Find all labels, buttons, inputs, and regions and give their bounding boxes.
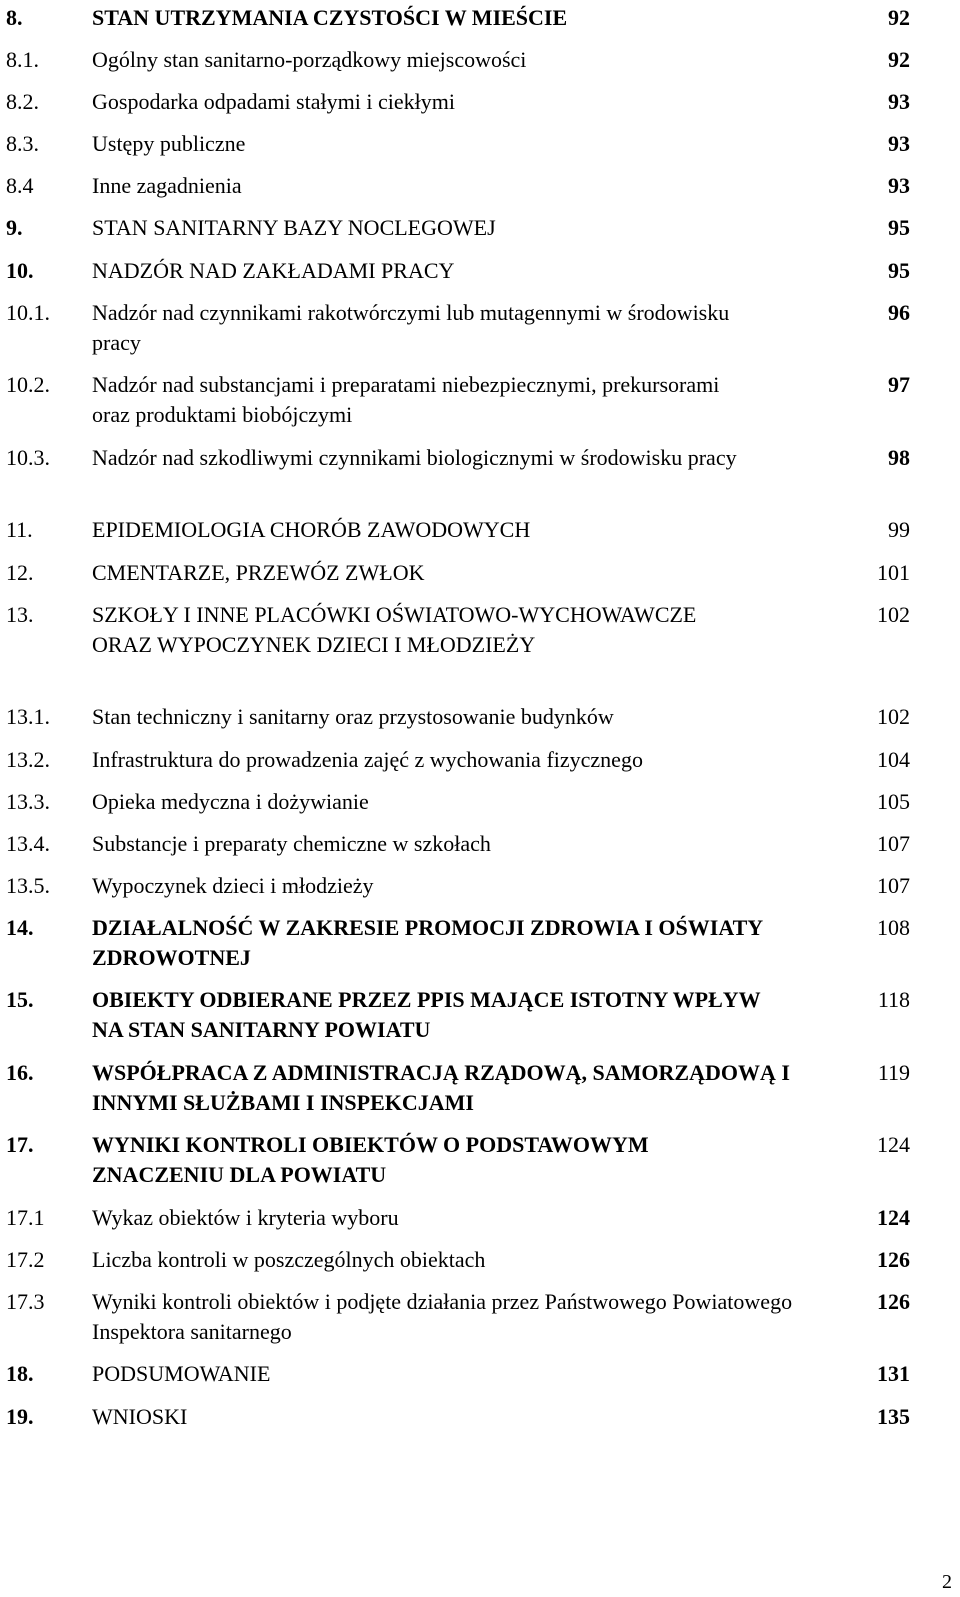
toc-entry-number: 17.3	[6, 1289, 45, 1314]
toc-entry-number: 8.1.	[6, 47, 39, 72]
toc-entry-page: 92	[888, 47, 910, 72]
toc-entry-title: Inne zagadnienia	[92, 173, 242, 198]
toc-entry-page: 97	[888, 372, 910, 397]
toc-entry-title: Infrastruktura do prowadzenia zajęć z wychowania fizycznego	[92, 747, 643, 772]
toc-entry-page: 124	[877, 1132, 910, 1157]
toc-entry-number: 9.	[6, 215, 23, 240]
toc-entry-title: OBIEKTY ODBIERANE PRZEZ PPIS MAJĄCE ISTOTNY WPŁYW NA STAN SANITARNY POWIATU	[92, 987, 761, 1042]
toc-entry-page: 126	[877, 1247, 910, 1272]
toc-entry-title: NADZÓR NAD ZAKŁADAMI PRACY	[92, 258, 455, 283]
toc-entry-number: 10.3.	[6, 445, 50, 470]
toc-entry-page: 104	[877, 747, 910, 772]
toc-entry-title: DZIAŁALNOŚĆ W ZAKRESIE PROMOCJI ZDROWIA I OŚWIATY ZDROWOTNEJ	[92, 915, 763, 970]
toc-entry-title: STAN SANITARNY BAZY NOCLEGOWEJ	[92, 215, 496, 240]
toc-entry-number: 13.	[6, 602, 34, 627]
toc-entry-title: STAN UTRZYMANIA CZYSTOŚCI W MIEŚCIE	[92, 5, 568, 30]
toc-entry-page: 105	[877, 789, 910, 814]
toc-entry-title: Gospodarka odpadami stałymi i ciekłymi	[92, 89, 455, 114]
toc-entry-page: 92	[888, 5, 910, 30]
toc-entry-title: CMENTARZE, PRZEWÓZ ZWŁOK	[92, 560, 425, 585]
toc-entry-title: Wyniki kontroli obiektów i podjęte działania przez Państwowego Powiatowego Inspektora sanitarnego	[92, 1289, 793, 1344]
toc-entry-number: 17.2	[6, 1247, 45, 1272]
toc-entry-page: 119	[877, 1060, 910, 1085]
toc-entry-title: Ustępy publiczne	[92, 131, 246, 156]
toc-entry-page: 95	[888, 258, 910, 283]
toc-entry-page: 124	[877, 1205, 910, 1230]
toc-entry-page: 135	[877, 1404, 910, 1429]
toc-entry-title: Nadzór nad czynnikami rakotwórczymi lub mutagennymi w środowisku pracy	[92, 300, 730, 355]
toc-entry-page: 96	[888, 300, 910, 325]
toc-entry-title: Nadzór nad szkodliwymi czynnikami biologicznymi w środowisku pracy	[92, 445, 737, 470]
page-number: 2	[942, 1571, 952, 1593]
toc-entry-page: 93	[888, 131, 910, 156]
toc-entry-number: 10.1.	[6, 300, 50, 325]
toc-entry-page: 101	[877, 560, 910, 585]
toc-entry-page: 99	[888, 517, 910, 542]
toc-entry-number: 8.3.	[6, 131, 39, 156]
toc-entry-title: Ogólny stan sanitarno-porządkowy miejscowości	[92, 47, 527, 72]
toc-entry-page: 107	[877, 873, 910, 898]
toc-entry-number: 13.1.	[6, 704, 50, 729]
toc-entry-number: 14.	[6, 915, 34, 940]
toc-entry-title: WSPÓŁPRACA Z ADMINISTRACJĄ RZĄDOWĄ, SAMORZĄDOWĄ I INNYMI SŁUŻBAMI I INSPEKCJAMI	[92, 1060, 790, 1115]
toc-entry-number: 10.2.	[6, 372, 50, 397]
toc-entry-title: WYNIKI KONTROLI OBIEKTÓW O PODSTAWOWYM ZNACZENIU DLA POWIATU	[92, 1132, 649, 1187]
toc-entry-title: Opieka medyczna i dożywianie	[92, 789, 369, 814]
toc-entry-title: SZKOŁY I INNE PLACÓWKI OŚWIATOWO-WYCHOWAWCZE ORAZ WYPOCZYNEK DZIECI I MŁODZIEŻY	[92, 602, 697, 657]
toc-entry-number: 12.	[6, 560, 34, 585]
toc-entry-title: EPIDEMIOLOGIA CHORÓB ZAWODOWYCH	[92, 517, 531, 542]
toc-entry-number: 16.	[6, 1060, 34, 1085]
toc-entry-page: 93	[888, 89, 910, 114]
toc-entry-number: 8.4	[6, 173, 34, 198]
toc-entry-number: 10.	[6, 258, 34, 283]
toc-entry-number: 13.4.	[6, 831, 50, 856]
toc-entry-number: 8.2.	[6, 89, 39, 114]
toc-entry-title: WNIOSKI	[92, 1404, 188, 1429]
toc-entry-number: 13.5.	[6, 873, 50, 898]
toc-entry-page: 102	[877, 704, 910, 729]
toc-entry-page: 126	[877, 1289, 910, 1314]
toc-entry-title: Liczba kontroli w poszczególnych obiektach	[92, 1247, 486, 1272]
toc-entry-number: 13.3.	[6, 789, 50, 814]
toc-entry-number: 17.	[6, 1132, 34, 1157]
toc-entry-page: 108	[877, 915, 910, 940]
toc-entry-title: PODSUMOWANIE	[92, 1361, 271, 1386]
toc-entry-page: 98	[888, 445, 910, 470]
toc-entry-title: Substancje i preparaty chemiczne w szkołach	[92, 831, 491, 856]
toc-entry-number: 13.2.	[6, 747, 50, 772]
toc-entry-number: 15.	[6, 987, 34, 1012]
toc-entry-page: 93	[888, 173, 910, 198]
toc-entry-title: Nadzór nad substancjami i preparatami niebezpiecznymi, prekursorami oraz produktami biobójczymi	[92, 372, 720, 427]
toc-entry-number: 11.	[6, 517, 33, 542]
toc-entry-number: 17.1	[6, 1205, 45, 1230]
toc-entry-number: 8.	[6, 5, 23, 30]
toc-entry-page: 95	[888, 215, 910, 240]
toc-entry-page: 102	[877, 602, 910, 627]
toc-entry-title: Wypoczynek dzieci i młodzieży	[92, 873, 374, 898]
toc-entry-page: 131	[877, 1361, 910, 1386]
toc-entry-number: 18.	[6, 1361, 34, 1386]
toc-entry-number: 19.	[6, 1404, 34, 1429]
toc-entry-title: Wykaz obiektów i kryteria wyboru	[92, 1205, 399, 1230]
toc-entry-title: Stan techniczny i sanitarny oraz przystosowanie budynków	[92, 704, 614, 729]
toc-entry-page: 107	[877, 831, 910, 856]
toc-entry-page: 118	[877, 987, 910, 1012]
